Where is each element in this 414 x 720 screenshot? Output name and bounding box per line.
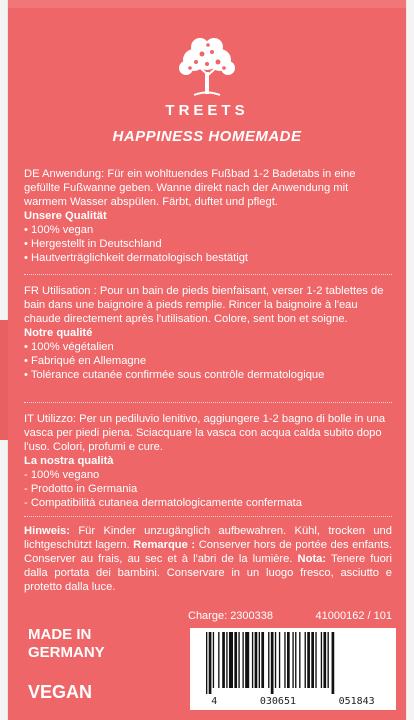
barcode-digits-left: 030651 — [259, 696, 296, 707]
made-in-germany — [28, 626, 105, 662]
de-quality-list — [24, 223, 392, 265]
fr-usage — [24, 284, 392, 326]
de-note-head: Hinweis: — [24, 525, 71, 537]
brand-tagline: HAPPINESS HOMEMADE — [112, 128, 302, 145]
fr-note-head: Remarque : — [133, 539, 196, 551]
charge-line — [188, 610, 392, 622]
de-quality-title: Unsere Qualität — [24, 210, 107, 222]
list-item: • Hergestellt in Deutschland — [24, 238, 162, 250]
list-item: - 100% vegano — [24, 469, 100, 481]
made-in-line2: GERMANY — [28, 644, 105, 661]
fr-usage-body: Pour un bain de pieds bienfaisant, verser 1-2 tablettes de bain dans une baignoire à pieds remplie. Rincer la baignoire à l'eau chaude directement après l'utilisation. Colore, sent bon et soigne. — [24, 285, 384, 325]
section-de — [24, 167, 392, 265]
list-item: • Fabriqué en Allemagne — [24, 355, 147, 367]
barcode — [190, 628, 396, 710]
box-top-edge — [8, 0, 406, 8]
it-quality-list — [24, 468, 392, 510]
it-usage — [24, 412, 392, 454]
barcode-digit-prefix: 4 — [211, 696, 218, 707]
section-divider — [24, 274, 392, 276]
it-note-head: Nota: — [297, 553, 327, 565]
it-usage-head: IT Utilizzo: — [24, 413, 77, 425]
fr-usage-head: FR Utilisation : — [24, 285, 97, 297]
fr-note-body: Conserver hors de portée des enfants. Conserver au frais, au sec et à l'abri de la lumière. — [24, 539, 392, 565]
it-quality-title: La nostra qualità — [24, 455, 114, 467]
list-item: • Hautverträglichkeit dermatologisch bestätigt — [24, 252, 249, 264]
section-warnings — [24, 524, 392, 594]
de-usage-body: Für ein wohltuendes Fußbad 1-2 Badetabs in eine gefüllte Fußwanne geben. Wanne direkt nach der Anwendung mit warmem Wasser abspülen. Färbt, duftet und pflegt. — [24, 168, 356, 208]
list-item: - Compatibilità cutanea dermatologicamente confermata — [24, 497, 302, 509]
vegan-label: VEGAN — [28, 682, 93, 702]
barcode-digits-right: 051843 — [338, 696, 375, 707]
list-item: • Tolérance cutanée confirmée sous contrôle dermatologique — [24, 369, 325, 381]
de-note-body: Für Kinder unzugänglich aufbewahren. Kühl, trocken und lichtgeschützt lagern. — [24, 525, 392, 551]
charge-label: Charge: 2300338 — [188, 610, 274, 622]
section-it — [24, 412, 392, 510]
barcode-bars — [202, 632, 384, 694]
fr-quality-list — [24, 340, 392, 382]
brand-name: TREETS — [165, 102, 249, 119]
it-usage-body: Per un pediluvio lenitivo, aggiungere 1-2 bagno di bolle in una vasca per piedi piena. Sciacquare la vasca con acqua calda subito dopo l'uso. Colori, profumi e cure. — [24, 413, 386, 453]
list-item: - Prodotto in Germania — [24, 483, 138, 495]
list-item: • 100% végétalien — [24, 341, 114, 353]
de-usage — [24, 167, 392, 209]
list-item: • 100% vegan — [24, 224, 94, 236]
section-divider — [24, 402, 392, 404]
section-divider — [24, 516, 392, 518]
de-usage-head: DE Anwendung: — [24, 168, 105, 180]
barcode-digits — [190, 696, 396, 707]
box-side-flap — [0, 320, 8, 440]
made-in-line1: MADE IN — [28, 626, 92, 643]
article-code: 41000162 / 101 — [315, 610, 392, 622]
it-note-body: Tenere fuori dalla portata dei bambini. Conservare in un luogo fresco, asciutto e protetto dalla luce. — [24, 553, 393, 593]
tree-logo-icon — [0, 34, 414, 98]
section-fr — [24, 284, 392, 382]
fr-quality-title: Notre qualité — [24, 327, 93, 339]
